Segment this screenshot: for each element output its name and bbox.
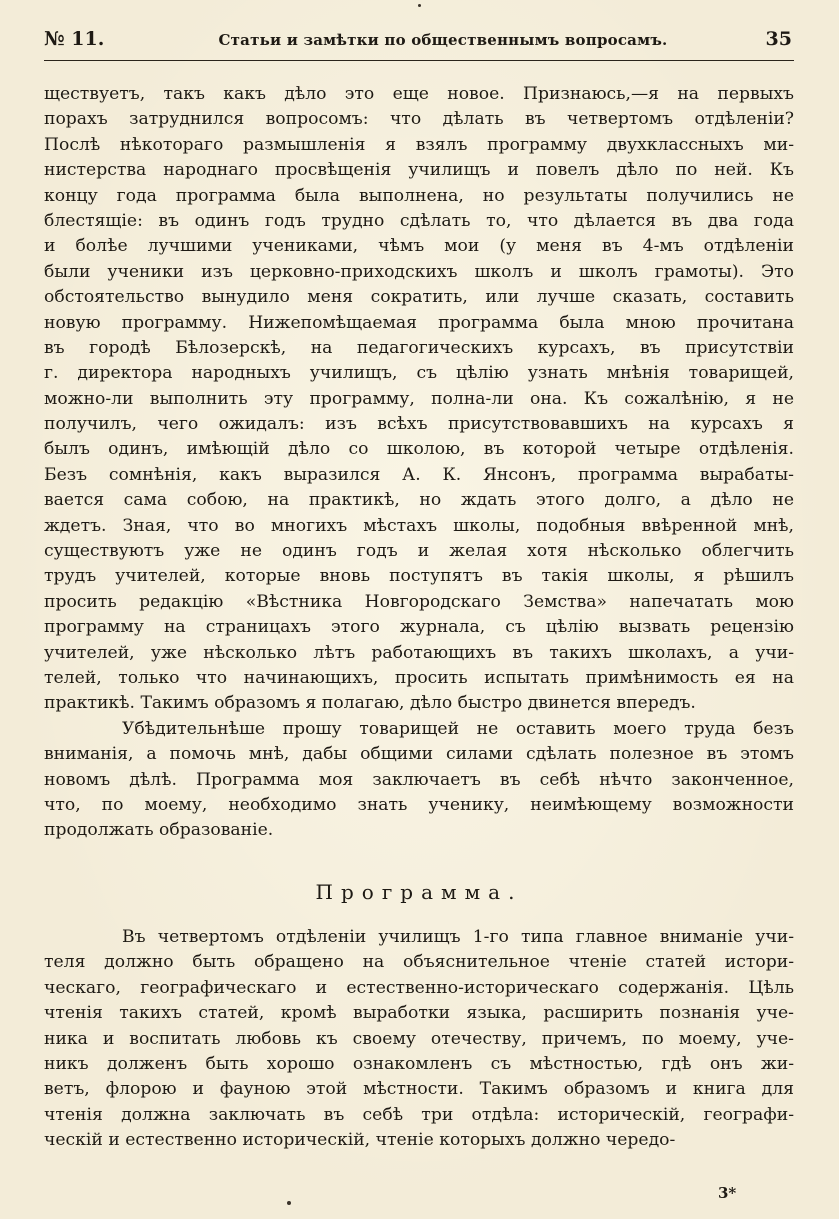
print-speck [418, 4, 421, 7]
text-line: порахъ затруднился вопросомъ: что дѣлать въ четвертомъ отдѣленіи? [44, 109, 794, 130]
text-line: концу года программа была выполнена, но результаты получились не [44, 185, 794, 206]
text-line: нистерства народнаго просвѣщенія училищъ и повелъ дѣло по ней. Къ [44, 160, 794, 181]
text-line: телей, только что начинающихъ, просить испытать примѣнимость ея на [44, 667, 794, 688]
section-title: Программа. [315, 880, 523, 904]
running-head [44, 28, 792, 54]
text-line: блестящіе: въ одинъ годъ трудно сдѣлать то, что дѣлается въ два года [44, 210, 794, 231]
text-line: ника и воспитать любовь къ своему отечеству, причемъ, по моему, уче- [44, 1028, 794, 1049]
text-line: вается сама собою, на практикѣ, но ждать этого долго, а дѣло не [44, 490, 794, 511]
text-line: новую программу. Нижепомѣщаемая программа была мною прочитана [44, 312, 794, 333]
text-line: чтенія такихъ статей, кромѣ выработки языка, расширить познанія уче- [44, 1003, 794, 1024]
text-line: Въ четвертомъ отдѣленіи училищъ 1-го типа главное вниманіе учи- [122, 927, 794, 947]
text-line: можно-ли выполнить эту программу, полна-ли она. Къ сожалѣнію, я не [44, 388, 794, 409]
text-line: ветъ, флорою и фауною этой мѣстности. Такимъ образомъ и книга для [44, 1079, 794, 1100]
text-line: существуютъ уже не одинъ годъ и желая хотя нѣсколько облегчить [44, 541, 794, 562]
paragraph-1 [44, 82, 794, 717]
signature-mark: 3* [718, 1184, 737, 1202]
running-title: Статьи и замѣтки по общественнымъ вопросамъ. [218, 31, 668, 49]
text-line: программу на страницахъ этого журнала, съ цѣлію вызвать рецензію [44, 617, 794, 638]
text-line: были ученики изъ церковно-приходскихъ школъ и школъ грамоты). Это [44, 261, 794, 282]
text-line: просить редакцію «Вѣстника Новгородскаго Земства» напечатать мою [44, 591, 794, 612]
text-line: ждетъ. Зная, что во многихъ мѣстахъ школы, подобныя ввѣренной мнѣ, [44, 515, 794, 536]
text-line: учителей, уже нѣсколько лѣтъ работающихъ въ такихъ школахъ, а учи- [44, 642, 794, 663]
print-speck [287, 1201, 291, 1205]
text-line: былъ одинъ, имѣющій дѣло со школою, въ которой четыре отдѣленія. [44, 439, 794, 460]
text-line: ческаго, географическаго и естественно-историческаго содержанія. Цѣль [44, 977, 794, 998]
text-line: никъ долженъ быть хорошо ознакомленъ съ мѣстностью, гдѣ онъ жи- [44, 1053, 794, 1074]
issue-number: № 11. [44, 28, 105, 50]
text-line: Безъ сомнѣнія, какъ выразился А. К. Янсонъ, программа вырабаты- [44, 464, 794, 485]
text-line: г. директора народныхъ училищъ, съ цѣлію узнать мнѣнія товарищей, [44, 363, 794, 384]
text-line: что, по моему, необходимо знать ученику, неимѣющему возможности [44, 794, 794, 815]
text-line: новомъ дѣлѣ. Программа моя заключаетъ въ себѣ нѣчто законченное, [44, 769, 794, 790]
text-line: Убѣдительнѣше прошу товарищей не оставить моего труда безъ [122, 718, 794, 739]
text-line: обстоятельство вынудило меня сократить, или лучше сказать, составить [44, 287, 794, 308]
paragraph-3 [44, 925, 794, 1154]
text-line: и болѣе лучшими учениками, чѣмъ мои (у меня въ 4-мъ отдѣленіи [44, 236, 794, 257]
text-line: въ городѣ Бѣлозерскѣ, на педагогическихъ курсахъ, въ присутствіи [44, 337, 794, 358]
text-line: вниманія, а помочь мнѣ, дабы общими силами сдѣлать полезное въ этомъ [44, 744, 794, 765]
text-line: Послѣ нѣкотораго размышленія я взялъ программу двухклассныхъ ми- [44, 134, 794, 155]
main-text [44, 82, 794, 844]
text-line: получилъ, чего ожидалъ: изъ всѣхъ присутствовавшихъ на курсахъ я [44, 414, 794, 435]
text-line: чтенія должна заключать въ себѣ три отдѣла: историческій, географи- [44, 1104, 794, 1125]
text-line: трудъ учителей, которые вновь поступятъ въ такія школы, я рѣшилъ [44, 566, 794, 587]
text-line: практикѣ. Такимъ образомъ я полагаю, дѣло быстро двинется впередъ. [44, 693, 696, 714]
program-text [44, 925, 794, 1154]
text-line: ществуетъ, такъ какъ дѣло это еще новое. Признаюсь,—я на первыхъ [44, 84, 794, 104]
paragraph-2 [44, 717, 794, 844]
page-number: 35 [765, 28, 792, 50]
header-rule [44, 60, 794, 61]
text-line: продолжать образованіе. [44, 820, 274, 841]
text-line: ческій и естественно историческій, чтеніе которыхъ должно чередо- [44, 1130, 676, 1151]
text-line: теля должно быть обращено на объяснительное чтеніе статей истори- [44, 952, 794, 973]
